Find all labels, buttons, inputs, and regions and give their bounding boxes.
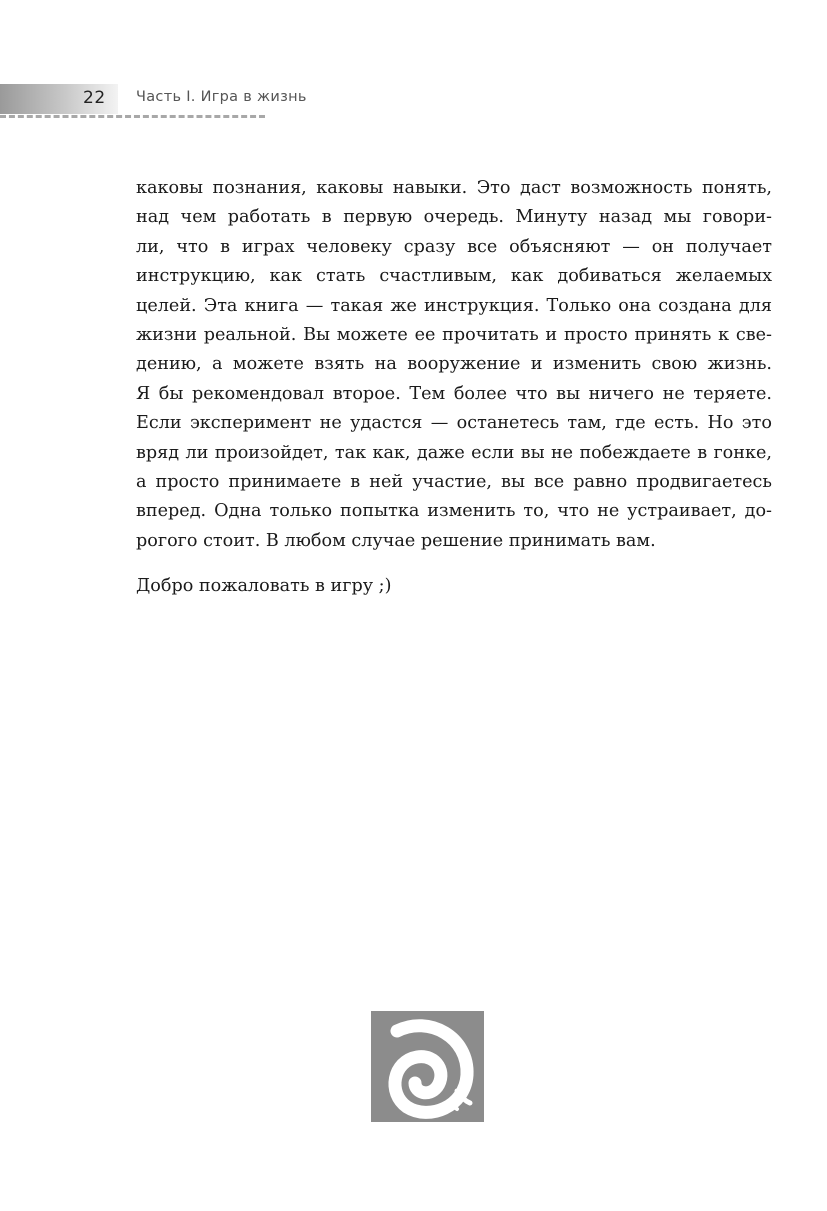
text-line: ли, что в играх человеку сразу все объясняют — он получает [136,236,772,257]
text-line: Я бы рекомендовал второе. Тем более что вы ничего не теряете. [136,383,772,404]
text-line: инструкцию, как стать счастливым, как добиваться желаемых [136,266,772,287]
text-line: жизни реальной. Вы можете ее прочитать и просто принять к све- [136,324,772,345]
text-line: над чем работать в первую очередь. Минуту назад мы говори- [136,207,772,228]
body-paragraph [136,174,772,556]
header-dashed-rule [0,115,265,118]
page-number: 22 [83,88,106,108]
text-line: дению, а можете взять на вооружение и изменить свою жизнь. [136,354,772,375]
text-line: целей. Эта книга — такая же инструкция. Только она создана для [136,295,772,316]
text-line: каковы познания, каковы навыки. Это даст возможность понять, [136,178,772,198]
text-line: а просто принимаете в ней участие, вы все равно продвигаетесь [136,471,772,492]
text-line: Если эксперимент не удастся — останетесь там, где есть. Но это [136,413,772,434]
spiral-ornament-icon [371,1011,484,1122]
text-line: вряд ли произойдет, так как, даже если вы не побеждаете в гонке, [136,442,772,463]
closing-line: Добро пожаловать в игру ;) [136,576,392,596]
running-title: Часть I. Игра в жизнь [136,89,307,105]
text-line: вперед. Одна только попытка изменить то, что не устраивает, до- [136,501,772,522]
text-line: рогого стоит. В любом случае решение принимать вам. [136,530,656,551]
